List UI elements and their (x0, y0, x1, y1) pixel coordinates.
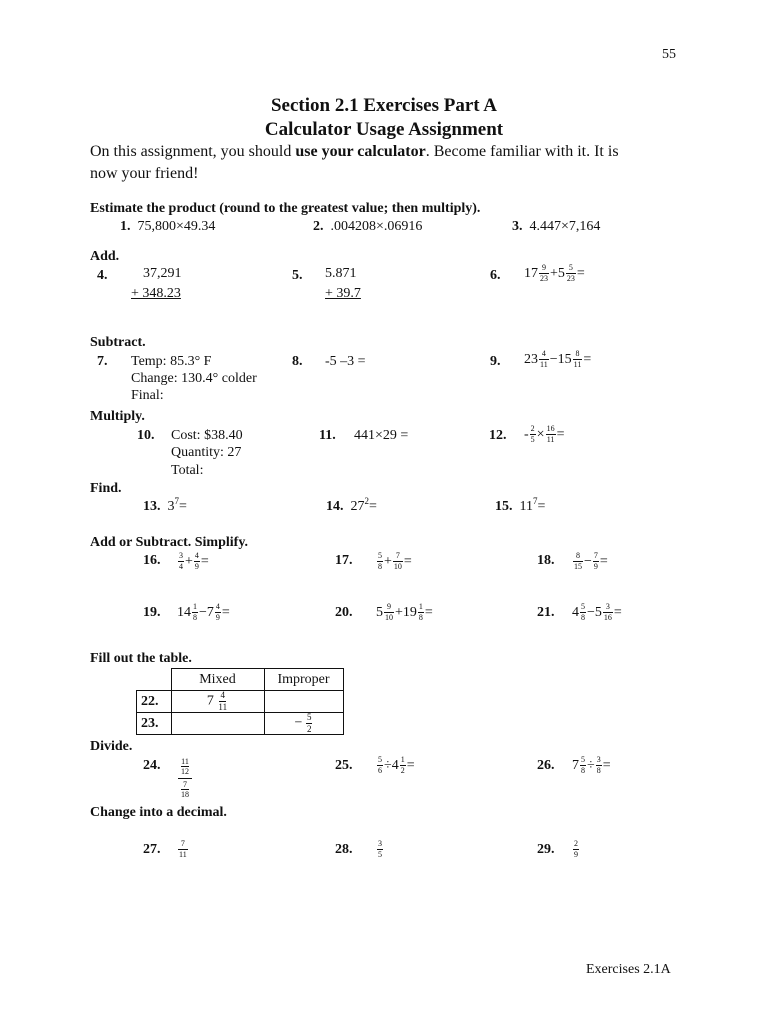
problem-number: 4. (97, 268, 108, 283)
operator: + (384, 553, 392, 569)
fraction (377, 756, 383, 775)
numerator: 4 (194, 551, 199, 560)
problem-number: 18. (537, 553, 555, 568)
numerator: 7 (178, 840, 188, 850)
operator: − (584, 553, 592, 569)
problem-25-expression (376, 756, 415, 775)
operator: − (587, 604, 595, 620)
problem-28-fraction (376, 840, 384, 859)
table-header-row (137, 669, 344, 691)
problem-10-line2: Quantity: 27 (171, 445, 242, 460)
fraction (593, 552, 599, 571)
fraction (546, 425, 556, 444)
numerator: 2 (574, 839, 578, 848)
numerator: 3 (596, 755, 601, 764)
improper-cell-empty[interactable] (264, 691, 343, 713)
numerator: 11 (181, 757, 189, 766)
numerator: 4 (220, 690, 225, 700)
mixed-improper-table (136, 668, 344, 735)
fraction (384, 603, 394, 622)
operator: − (199, 604, 207, 620)
equals: = (406, 757, 415, 773)
mixed-cell-empty[interactable] (171, 713, 264, 735)
denominator: 9 (215, 613, 220, 622)
problem-10-line1: Cost: $38.40 (171, 428, 243, 443)
column-header-mixed: Mixed (171, 669, 264, 691)
denominator: 8 (378, 562, 382, 571)
problem-number: 26. (537, 758, 555, 773)
problem-number: 21. (537, 605, 555, 620)
problem-5-bottom: + 39.7 (325, 286, 361, 301)
denominator: 11 (179, 850, 187, 859)
table-heading: Fill out the table. (90, 651, 192, 666)
numerator: 3 (378, 839, 382, 848)
problem-number: 29. (537, 842, 555, 857)
operator: ÷ (587, 757, 595, 773)
exponent: 7 (174, 496, 179, 506)
denominator: 11 (540, 360, 548, 369)
problem-1 (120, 220, 215, 234)
improper-cell (264, 713, 343, 735)
page-title: Section 2.1 Exercises Part A (270, 95, 498, 116)
problem-20-expression (376, 603, 433, 622)
problem-7-line1: Temp: 85.3° F (131, 354, 212, 369)
problem-5-top: 5.871 (325, 266, 357, 281)
numerator: 9 (384, 603, 394, 613)
addsub-heading: Add or Subtract. Simplify. (90, 535, 249, 550)
denominator: 9 (574, 850, 578, 859)
fraction (539, 264, 549, 283)
table-row (137, 691, 344, 713)
fraction (306, 713, 313, 734)
problem-number: 14. (326, 499, 344, 514)
row-number: 22. (137, 691, 172, 713)
fraction (573, 840, 579, 859)
problem-9-expression (524, 350, 591, 369)
equals: = (369, 499, 377, 514)
problem-number: 8. (292, 354, 303, 369)
numerator: 3 (179, 551, 183, 560)
base: 11 (519, 499, 533, 514)
equals: = (537, 499, 546, 514)
problem-number: 3. (512, 219, 523, 234)
fraction (377, 840, 383, 859)
problem-8-text: -5 –3 = (325, 354, 366, 369)
table-row (137, 713, 344, 735)
problem-13 (143, 496, 187, 514)
intro-line2: now your friend! (90, 165, 199, 182)
fraction (393, 552, 403, 571)
fraction (215, 603, 221, 622)
problem-number: 5. (292, 268, 303, 283)
problem-6-expression (524, 264, 585, 283)
problem-number: 10. (137, 428, 155, 443)
equals: = (602, 757, 611, 773)
fraction (573, 552, 583, 571)
denominator: 2 (400, 766, 405, 775)
fraction (400, 756, 406, 775)
operator: × (536, 426, 545, 442)
problem-number: 16. (143, 553, 161, 568)
numerator: 5 (378, 551, 382, 560)
base: 27 (350, 499, 365, 514)
whole: 23 (524, 351, 538, 367)
equals: = (583, 351, 592, 367)
numerator: 8 (573, 552, 583, 562)
problem-number: 15. (495, 499, 513, 514)
whole: 5 (557, 265, 565, 281)
problem-10-line3: Total: (171, 463, 204, 478)
denominator: 8 (418, 613, 423, 622)
whole: 14 (177, 604, 191, 620)
numerator: 7 (393, 552, 403, 562)
denominator: 5 (530, 435, 535, 444)
denominator: 23 (566, 274, 575, 283)
problem-text: 4.447×7,164 (529, 219, 601, 234)
problem-number: 13. (143, 499, 161, 514)
sign: - (524, 426, 529, 442)
numerator: 5 (378, 755, 382, 764)
fraction (377, 552, 383, 571)
problem-number: 1. (120, 219, 131, 234)
problem-text: .004208×.06916 (330, 219, 423, 234)
whole: 7 (572, 757, 579, 773)
problem-29-fraction (572, 840, 580, 859)
numerator: 3 (603, 603, 613, 613)
problem-15 (495, 496, 546, 514)
problem-7-line2: Change: 130.4° colder (131, 371, 257, 386)
problem-number: 12. (489, 428, 507, 443)
problem-14 (326, 496, 377, 514)
page-number: 55 (662, 47, 676, 62)
fraction (192, 603, 198, 622)
operator: + (550, 265, 558, 281)
fraction (596, 756, 602, 775)
intro-bold: use your calculator (295, 143, 426, 160)
equals: = (200, 553, 209, 569)
operator: + (185, 553, 193, 569)
whole: 17 (524, 265, 538, 281)
problem-number: 7. (97, 354, 108, 369)
problem-27-fraction (177, 840, 189, 859)
problem-number: 6. (490, 268, 501, 283)
equals: = (179, 499, 187, 514)
fraction (194, 552, 200, 571)
whole: 5 (376, 604, 383, 620)
operator: − (549, 351, 558, 367)
problem-number: 27. (143, 842, 161, 857)
fraction (530, 425, 536, 444)
denominator: 8 (581, 766, 585, 775)
fraction (418, 603, 424, 622)
denominator: 16 (603, 613, 612, 622)
problem-number: 19. (143, 605, 161, 620)
denominator: 9 (194, 562, 199, 571)
intro-text-after: . Become familiar with it. It is (425, 143, 619, 160)
operator: + (395, 604, 403, 620)
denominator: 11 (218, 702, 228, 712)
numerator: 1 (400, 755, 405, 764)
denominator: 5 (378, 850, 382, 859)
problem-24-complex-fraction (178, 758, 192, 799)
estimate-heading: Estimate the product (round to the greatest value; then multiply). (90, 201, 481, 216)
problem-11-text: 441×29 = (354, 428, 409, 443)
numerator: 7 (183, 780, 187, 789)
footer-label: Exercises 2.1A (586, 962, 671, 977)
denominator: 11 (546, 435, 555, 444)
denominator: 23 (540, 274, 548, 283)
intro-line1 (90, 144, 619, 160)
table-corner (137, 669, 172, 691)
numerator: 5 (581, 602, 585, 611)
problem-text: 75,800×49.34 (137, 219, 216, 234)
denominator: 10 (385, 613, 393, 622)
complex-fraction (178, 758, 192, 799)
denominator: 4 (179, 562, 183, 571)
decimal-heading: Change into a decimal. (90, 805, 227, 820)
fraction (603, 603, 613, 622)
whole: 7 (206, 693, 214, 709)
denominator: 8 (193, 613, 197, 622)
denominator: 6 (378, 766, 382, 775)
equals: = (576, 265, 585, 281)
problem-17-expression (376, 552, 412, 571)
problem-26-expression (572, 756, 611, 775)
numerator: 4 (215, 602, 220, 611)
numerator: 5 (566, 264, 576, 274)
equals: = (221, 604, 230, 620)
denominator: 2 (306, 724, 312, 734)
equals: = (556, 426, 565, 442)
equals: = (403, 553, 412, 569)
exponent: 2 (364, 496, 369, 506)
numerator: 7 (593, 551, 598, 560)
sign: − (294, 715, 303, 731)
problem-18-expression (572, 552, 608, 571)
intro-text: On this assignment, you should (90, 143, 296, 160)
denominator: 9 (593, 562, 598, 571)
whole: 5 (594, 604, 602, 620)
problem-number: 11. (319, 428, 336, 443)
whole: 4 (391, 757, 399, 773)
problem-number: 25. (335, 758, 353, 773)
row-number: 23. (137, 713, 172, 735)
numerator: 1 (193, 602, 197, 611)
problem-4-bottom: + 348.23 (131, 286, 181, 301)
denominator: 8 (596, 766, 601, 775)
problem-number: 24. (143, 758, 161, 773)
page-subtitle: Calculator Usage Assignment (264, 119, 504, 140)
fraction (580, 756, 586, 775)
problem-number: 28. (335, 842, 353, 857)
fraction (566, 264, 576, 283)
operator: ÷ (384, 757, 392, 773)
problem-3 (512, 220, 600, 234)
divide-heading: Divide. (90, 739, 133, 754)
numerator: 8 (573, 350, 583, 360)
numerator: 4 (539, 350, 549, 360)
base: 3 (167, 499, 175, 514)
problem-number: 20. (335, 605, 353, 620)
subtract-heading: Subtract. (90, 335, 146, 350)
fraction (178, 552, 184, 571)
problem-number: 9. (490, 354, 501, 369)
fraction (217, 691, 228, 712)
problem-2 (313, 220, 422, 234)
whole: 19 (402, 604, 417, 620)
numerator: 2 (530, 424, 535, 433)
equals: = (424, 604, 433, 620)
add-heading: Add. (90, 249, 120, 264)
whole: 15 (557, 351, 572, 367)
problem-21-expression (572, 603, 622, 622)
find-heading: Find. (90, 481, 122, 496)
column-header-improper: Improper (264, 669, 343, 691)
multiply-heading: Multiply. (90, 409, 145, 424)
numerator: 5 (306, 712, 312, 722)
problem-16-expression (177, 552, 209, 571)
numerator: 16 (546, 424, 555, 433)
numerator: 9 (539, 264, 549, 274)
numerator: 1 (418, 602, 423, 611)
fraction (580, 603, 586, 622)
problem-7-line3: Final: (131, 388, 164, 403)
problem-12-expression (524, 425, 564, 444)
denominator: 18 (181, 790, 189, 799)
numerator: 5 (581, 755, 585, 764)
fraction (539, 350, 549, 369)
fraction (178, 840, 188, 859)
denominator: 12 (181, 767, 189, 776)
problem-number: 17. (335, 553, 353, 568)
equals: = (613, 604, 622, 620)
fraction (573, 350, 583, 369)
mixed-cell (171, 691, 264, 713)
problem-19-expression (177, 603, 230, 622)
problem-number: 2. (313, 219, 324, 234)
denominator: 10 (393, 562, 402, 571)
main-fraction-bar (178, 778, 192, 779)
problem-4-top: 37,291 (143, 266, 182, 281)
denominator: 15 (574, 562, 582, 571)
whole: 4 (572, 604, 579, 620)
equals: = (599, 553, 608, 569)
denominator: 8 (581, 613, 585, 622)
whole: 7 (206, 604, 214, 620)
denominator: 11 (573, 360, 582, 369)
exponent: 7 (532, 496, 538, 506)
